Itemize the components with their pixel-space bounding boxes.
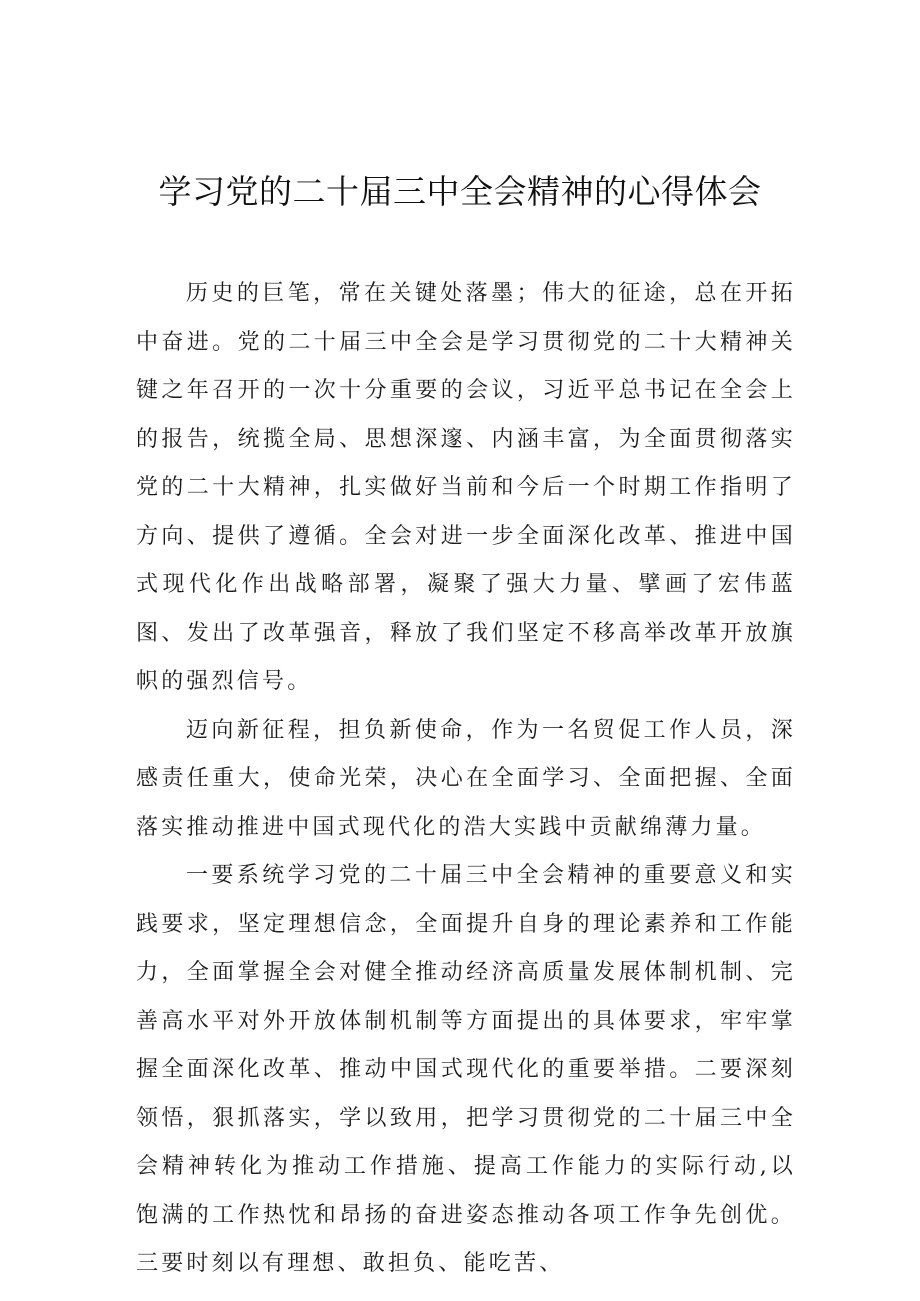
paragraph: 一要系统学习党的二十届三中全会精神的重要意义和实践要求，坚定理想信念，全面提升自身的理论素养和工作能力，全面掌握全会对健全推动经济高质量发展体制机制、完善高水平对外开放体制机制等方面提出的具体要求，牢牢掌握全面深化改革、推动中国式现代化的重要举措。二要深刻领悟，狠抓落实，学以致用，把学习贯彻党的二十届三中全会精神转化为推动工作措施、提高工作能力的实际行动,以饱满的工作热忱和昂扬的奋进姿态推动各项工作争先创优。三要时刻以有理想、敢担负、能吃苦、 bbox=[136, 863, 796, 1276]
document-title: 学习党的二十届三中全会精神的心得体会 bbox=[158, 172, 762, 211]
paragraph: 历史的巨笔，常在关键处落墨；伟大的征途，总在开拓中奋进。党的二十届三中全会是学习贯彻党的二十大精神关键之年召开的一次十分重要的会议，习近平总书记在全会上的报告，统揽全局、思想深邃、内涵丰富，为全面贯彻落实党的二十大精神，扎实做好当前和今后一个时期工作指明了方向、提供了遵循。全会对进一步全面深化改革、推进中国式现代化作出战略部署，凝聚了强大力量、擘画了宏伟蓝图、发出了改革强音，释放了我们坚定不移高举改革开放旗帜的强烈信号。 bbox=[136, 281, 796, 694]
paragraph: 迈向新征程，担负新使命，作为一名贸促工作人员，深感责任重大，使命光荣，决心在全面学习、全面把握、全面落实推动推进中国式现代化的浩大实践中贡献绵薄力量。 bbox=[136, 717, 796, 840]
document-body bbox=[136, 270, 796, 1289]
